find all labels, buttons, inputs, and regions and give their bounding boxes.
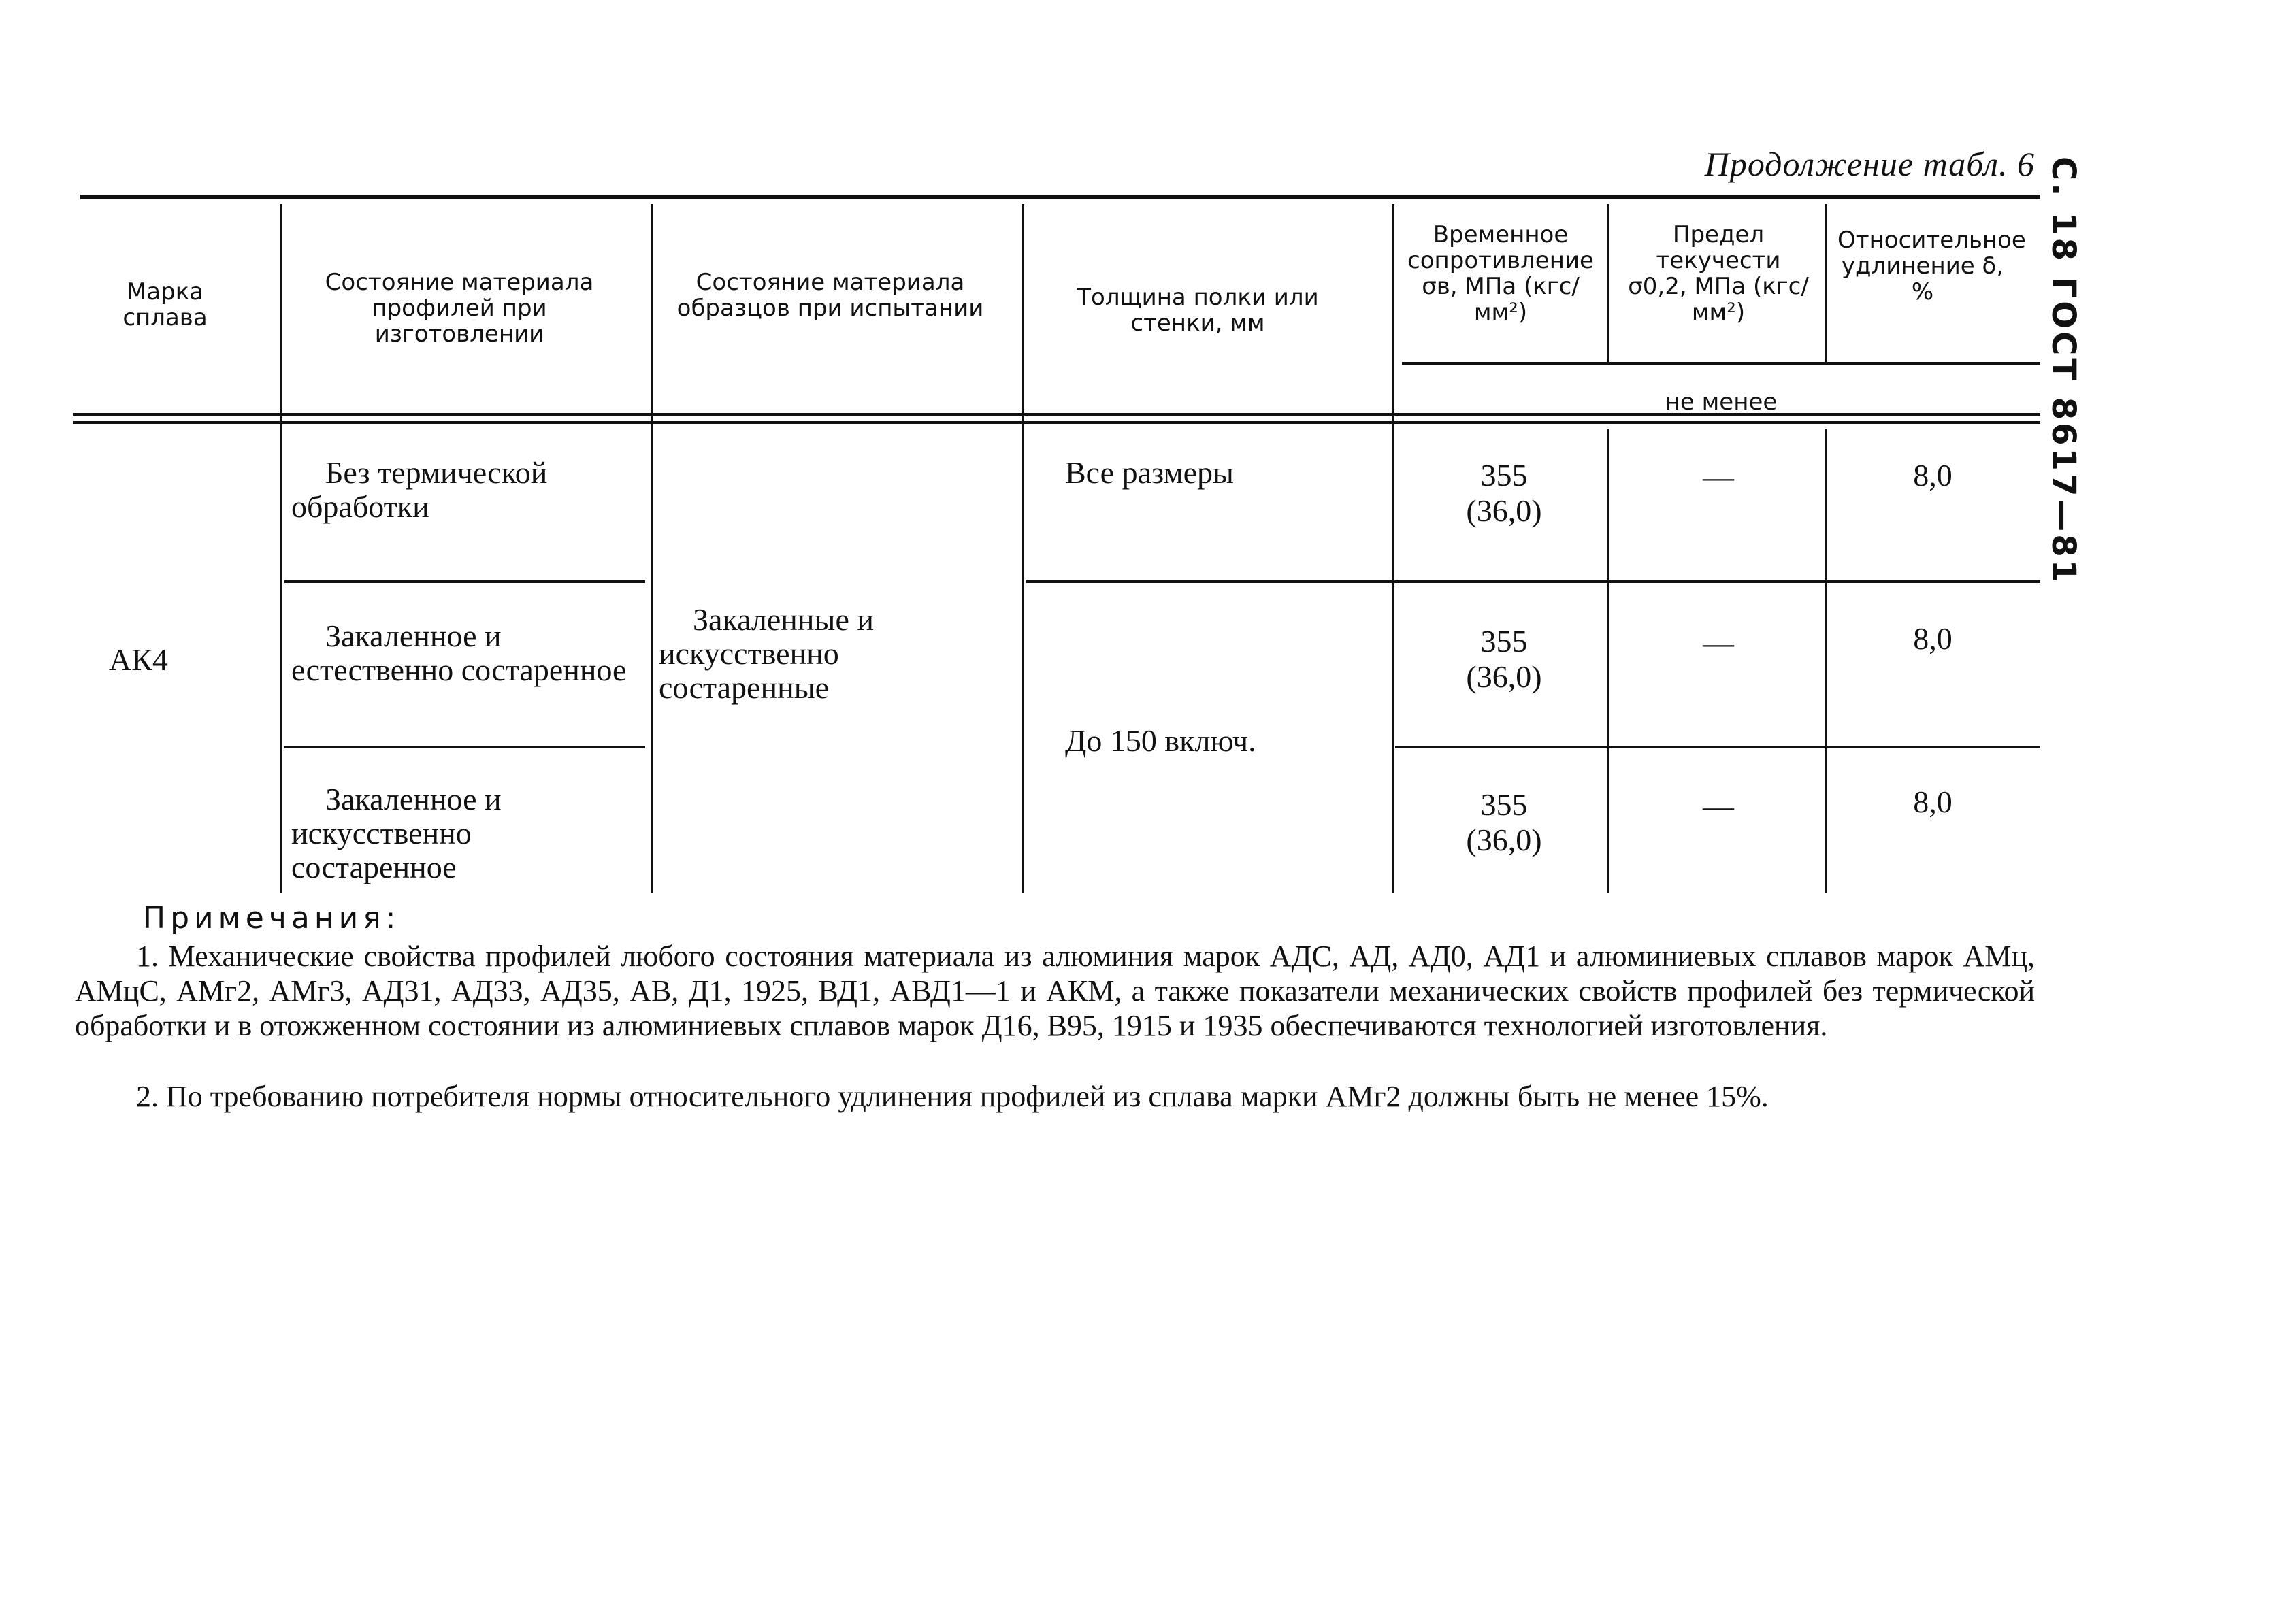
header-grade: Марка сплава	[122, 278, 208, 331]
header-state-manufacture: Состояние материала профилей при изготовлении	[325, 269, 594, 348]
row-3-yield: —	[1703, 789, 1734, 823]
header-not-less: не менее	[1665, 388, 1778, 416]
row-1-tensile-mpa: 355	[1480, 458, 1528, 493]
grade-cell: АК4	[109, 642, 168, 677]
col-rule-2	[651, 204, 653, 893]
note-2: 2. По требованию потребителя нормы относительного удлинения профилей из сплава марки АМг2 должны быть не менее 15%.	[136, 1080, 1769, 1113]
header-elongation: Относительное удлинение δ, %	[1837, 227, 2026, 305]
test-state-cell: Закаленные и искусственно состаренные	[659, 602, 874, 705]
note-1: 1. Механические свойства профилей любого состояния материала из алюминия марок АДС, АД, АД0, АД1 и алюминиевых сплавов марок АМц, АМцС, АМг2, АМг3, АД31, АД33, АД35, АВ, Д1, 1925, ВД1, АВД1—1 и АКМ, а также показатели механических свойств профилей без термической обработки и в отожженном состоянии из алюминиевых сплавов марок Д16, В95, 1915 и 1935 обеспечиваются технологией изготовления.	[75, 940, 2035, 1042]
row-rule-1	[284, 580, 645, 583]
col-rule-4	[1392, 204, 1394, 893]
merged-thickness: До 150 включ.	[1065, 723, 1256, 758]
row-2-state: Закаленное и естественно состаренное	[291, 618, 627, 687]
col-rule-6	[1825, 204, 1827, 365]
header-yield: Предел текучести σ0,2, МПа (кгс/мм²)	[1628, 221, 1809, 326]
row-2-tensile-mpa: 355	[1480, 624, 1528, 659]
notes-title: Примечания:	[143, 901, 401, 935]
col-rule-3	[1022, 204, 1024, 893]
row-2-elongation: 8,0	[1913, 621, 1952, 656]
row-rule-2-right	[1395, 746, 2040, 748]
col-rule-1	[280, 204, 282, 893]
row-rule-1-right	[1026, 580, 2040, 583]
row-3-tensile-mpa: 355	[1480, 787, 1528, 822]
header-tensile: Временное сопротивление σв, МПа (кгс/мм²)	[1407, 221, 1594, 326]
row-1-elongation: 8,0	[1913, 458, 1952, 493]
row-2-yield: —	[1703, 625, 1734, 660]
row-1-tensile-kgf: (36,0)	[1466, 493, 1542, 528]
row-1-yield: —	[1703, 459, 1734, 494]
row-2-tensile-kgf: (36,0)	[1466, 659, 1542, 694]
col-rule-5b	[1607, 429, 1609, 893]
page-side-header: С. 18 ГОСТ 8617—81	[2044, 156, 2082, 586]
row-1-thickness: Все размеры	[1065, 455, 1234, 490]
subheader-rule	[1402, 362, 2040, 365]
table-top-rule	[80, 195, 2040, 199]
row-rule-2	[284, 746, 645, 748]
header-thickness: Толщина полки или стенки, мм	[1077, 284, 1319, 337]
header-bottom-rule-2	[73, 421, 2040, 424]
row-3-tensile-kgf: (36,0)	[1466, 823, 1542, 857]
table-continuation-label: Продолжение табл. 6	[1704, 145, 2035, 183]
row-3-elongation: 8,0	[1913, 784, 1952, 819]
col-rule-6b	[1825, 429, 1827, 893]
row-3-state: Закаленное и искусственно состаренное	[291, 782, 502, 884]
header-state-testing: Состояние материала образцов при испытании	[676, 269, 984, 322]
row-1-state: Без термической обработки	[291, 455, 548, 524]
col-rule-5	[1607, 204, 1609, 365]
